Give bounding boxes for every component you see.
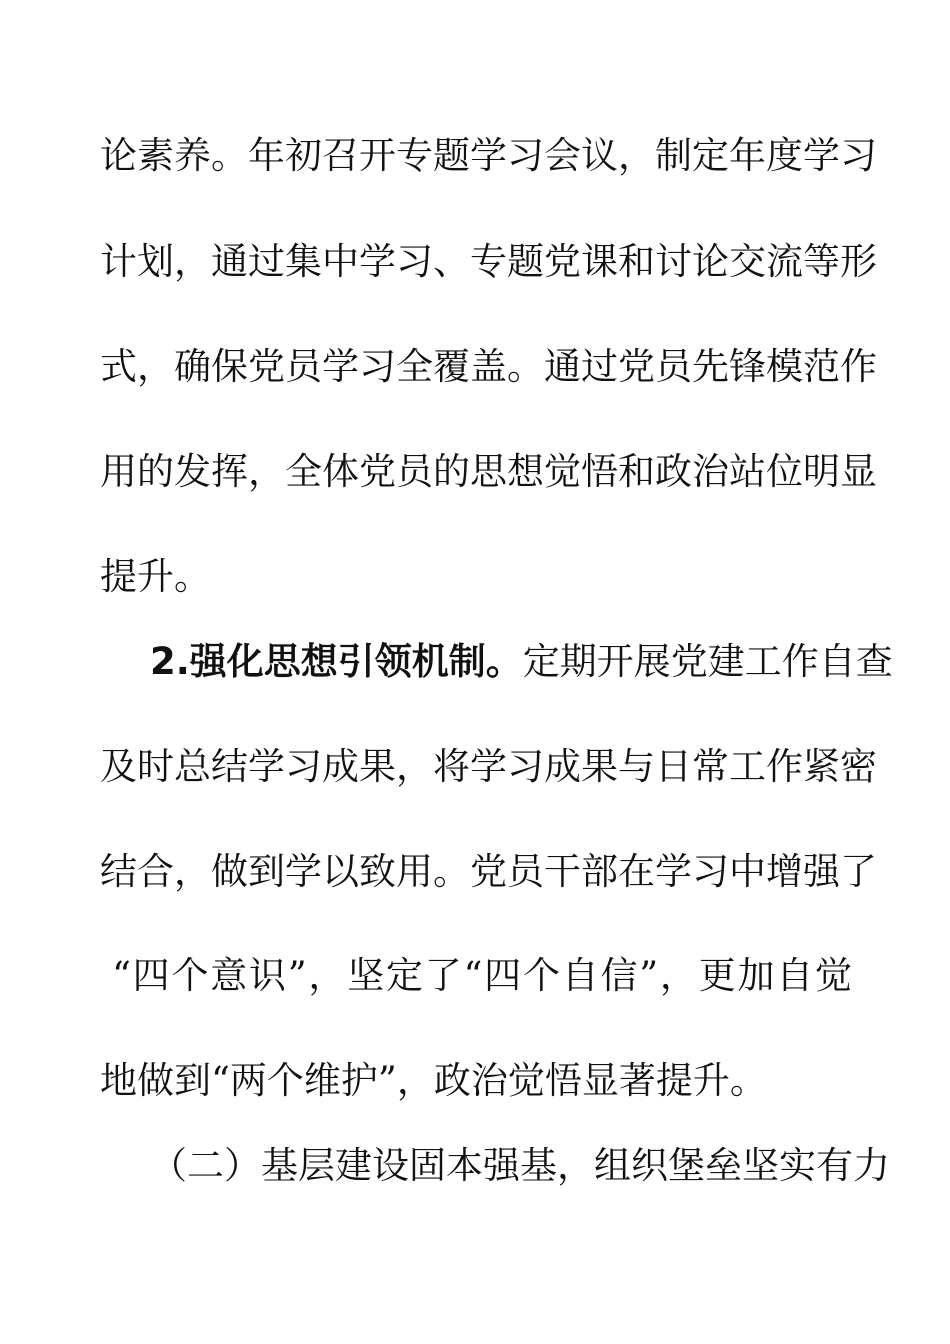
paragraph-line: 计划，通过集中学习、专题党课和讨论交流等形 bbox=[100, 240, 877, 283]
section-2-heading: 2.强化思想引领机制。 bbox=[150, 640, 523, 683]
section-2-text: 定期开展党建工作自查 bbox=[522, 640, 893, 683]
paragraph-line: 结合，做到学以致用。党员干部在学习中增强了 bbox=[100, 850, 877, 893]
paragraph-line: 提升。 bbox=[100, 555, 211, 598]
paragraph-line: “四个意识”，坚定了“四个自信”，更加自觉 bbox=[112, 954, 852, 997]
section-2-first-line bbox=[150, 632, 893, 692]
subsection-heading: （二）基层建设固本强基，组织堡垒坚实有力 bbox=[150, 1144, 890, 1187]
paragraph-line: 地做到“两个维护”，政治觉悟显著提升。 bbox=[100, 1059, 767, 1102]
paragraph-line: 论素养。年初召开专题学习会议，制定年度学习 bbox=[100, 134, 877, 177]
paragraph-line: 用的发挥，全体党员的思想觉悟和政治站位明显 bbox=[100, 450, 877, 493]
paragraph-line: 式，确保党员学习全覆盖。通过党员先锋模范作 bbox=[100, 345, 877, 388]
paragraph-line: 及时总结学习成果，将学习成果与日常工作紧密 bbox=[100, 745, 877, 788]
